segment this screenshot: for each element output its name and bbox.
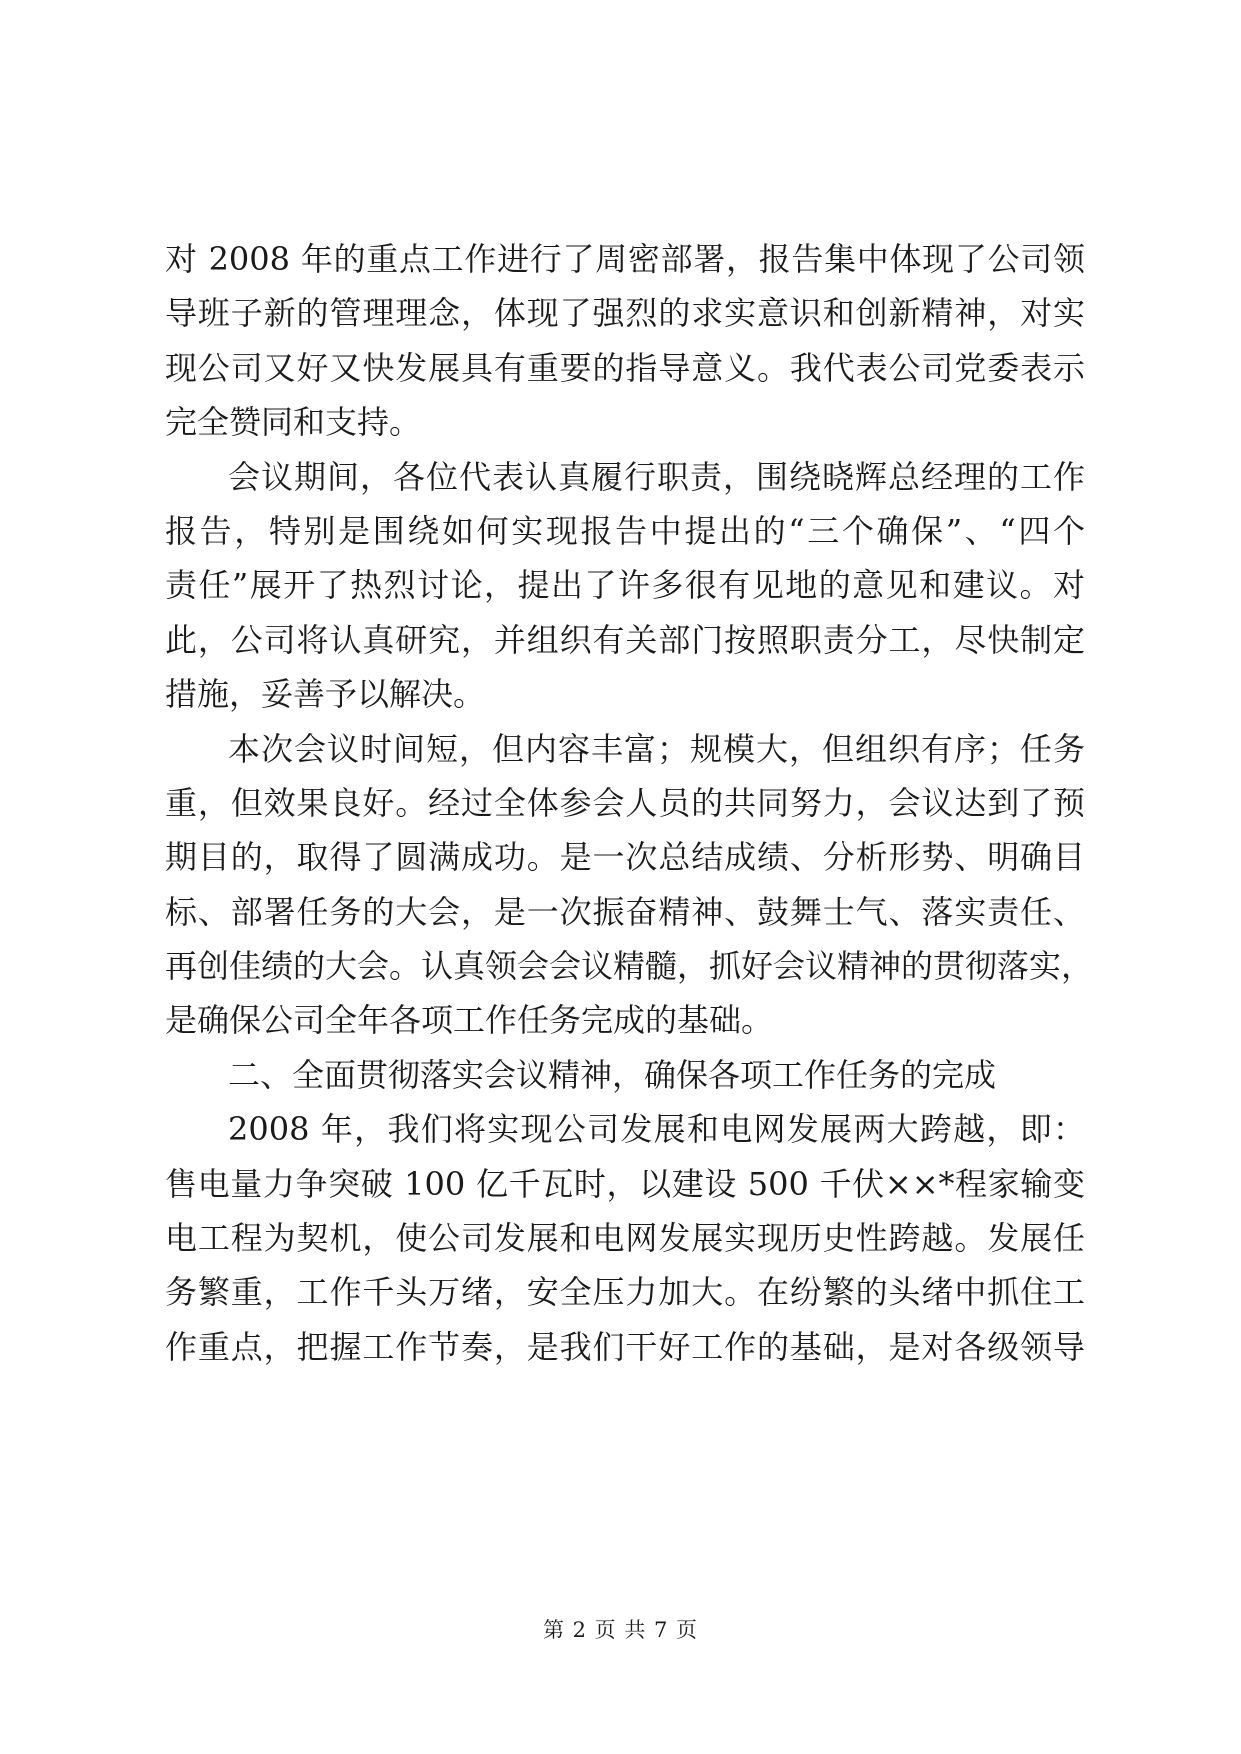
text-line: 责任”展开了热烈讨论，提出了许多很有见地的意见和建议。对 <box>165 566 1085 605</box>
text-line: 标、部署任务的大会，是一次振奋精神、鼓舞士气、落实责任、 <box>165 892 1085 931</box>
text-line: 现公司又好又快发展具有重要的指导意义。我代表公司党委表示 <box>165 348 1085 387</box>
text-line: 会议期间，各位代表认真履行职责，围绕晓辉总经理的工作 <box>228 457 1085 496</box>
page-number-footer: 第 2 页 共 7 页 <box>542 1618 699 1642</box>
text-line: 期目的，取得了圆满成功。是一次总结成绩、分析形势、明确目 <box>165 838 1085 877</box>
text-line: 务繁重，工作千头万绪，安全压力加大。在纷繁的头绪中抓住工 <box>165 1273 1085 1312</box>
text-line: 再创佳绩的大会。认真领会会议精髓，抓好会议精神的贯彻落实， <box>165 947 1094 986</box>
text-line: 本次会议时间短，但内容丰富；规模大，但组织有序；任务 <box>228 729 1085 768</box>
text-line: 售电量力争突破 100 亿千瓦时，以建设 500 千伏××*程家输变 <box>165 1164 1085 1203</box>
text-line: 此，公司将认真研究，并组织有关部门按照职责分工，尽快制定 <box>165 620 1085 659</box>
text-line: 完全赞同和支持。 <box>165 403 422 442</box>
text-line: 报告，特别是围绕如何实现报告中提出的“三个确保”、“四个 <box>165 511 1085 550</box>
text-line: 是确保公司全年各项工作任务完成的基础。 <box>165 1001 774 1040</box>
text-line: 导班子新的管理理念，体现了强烈的求实意识和创新精神，对实 <box>165 294 1085 333</box>
text-line: 电工程为契机，使公司发展和电网发展实现历史性跨越。发展任 <box>165 1219 1085 1258</box>
text-line: 2008 年，我们将实现公司发展和电网发展两大跨越，即： <box>228 1110 1085 1149</box>
body-text <box>165 232 1094 1374</box>
text-line: 措施，妥善予以解决。 <box>165 675 486 714</box>
text-line: 对 2008 年的重点工作进行了周密部署，报告集中体现了公司领 <box>165 240 1085 278</box>
text-line: 重，但效果良好。经过全体参会人员的共同努力，会议达到了预 <box>165 783 1085 822</box>
text-line: 二、全面贯彻落实会议精神，确保各项工作任务的完成 <box>228 1055 997 1094</box>
text-line: 作重点，把握工作节奏，是我们干好工作的基础，是对各级领导 <box>165 1327 1085 1366</box>
